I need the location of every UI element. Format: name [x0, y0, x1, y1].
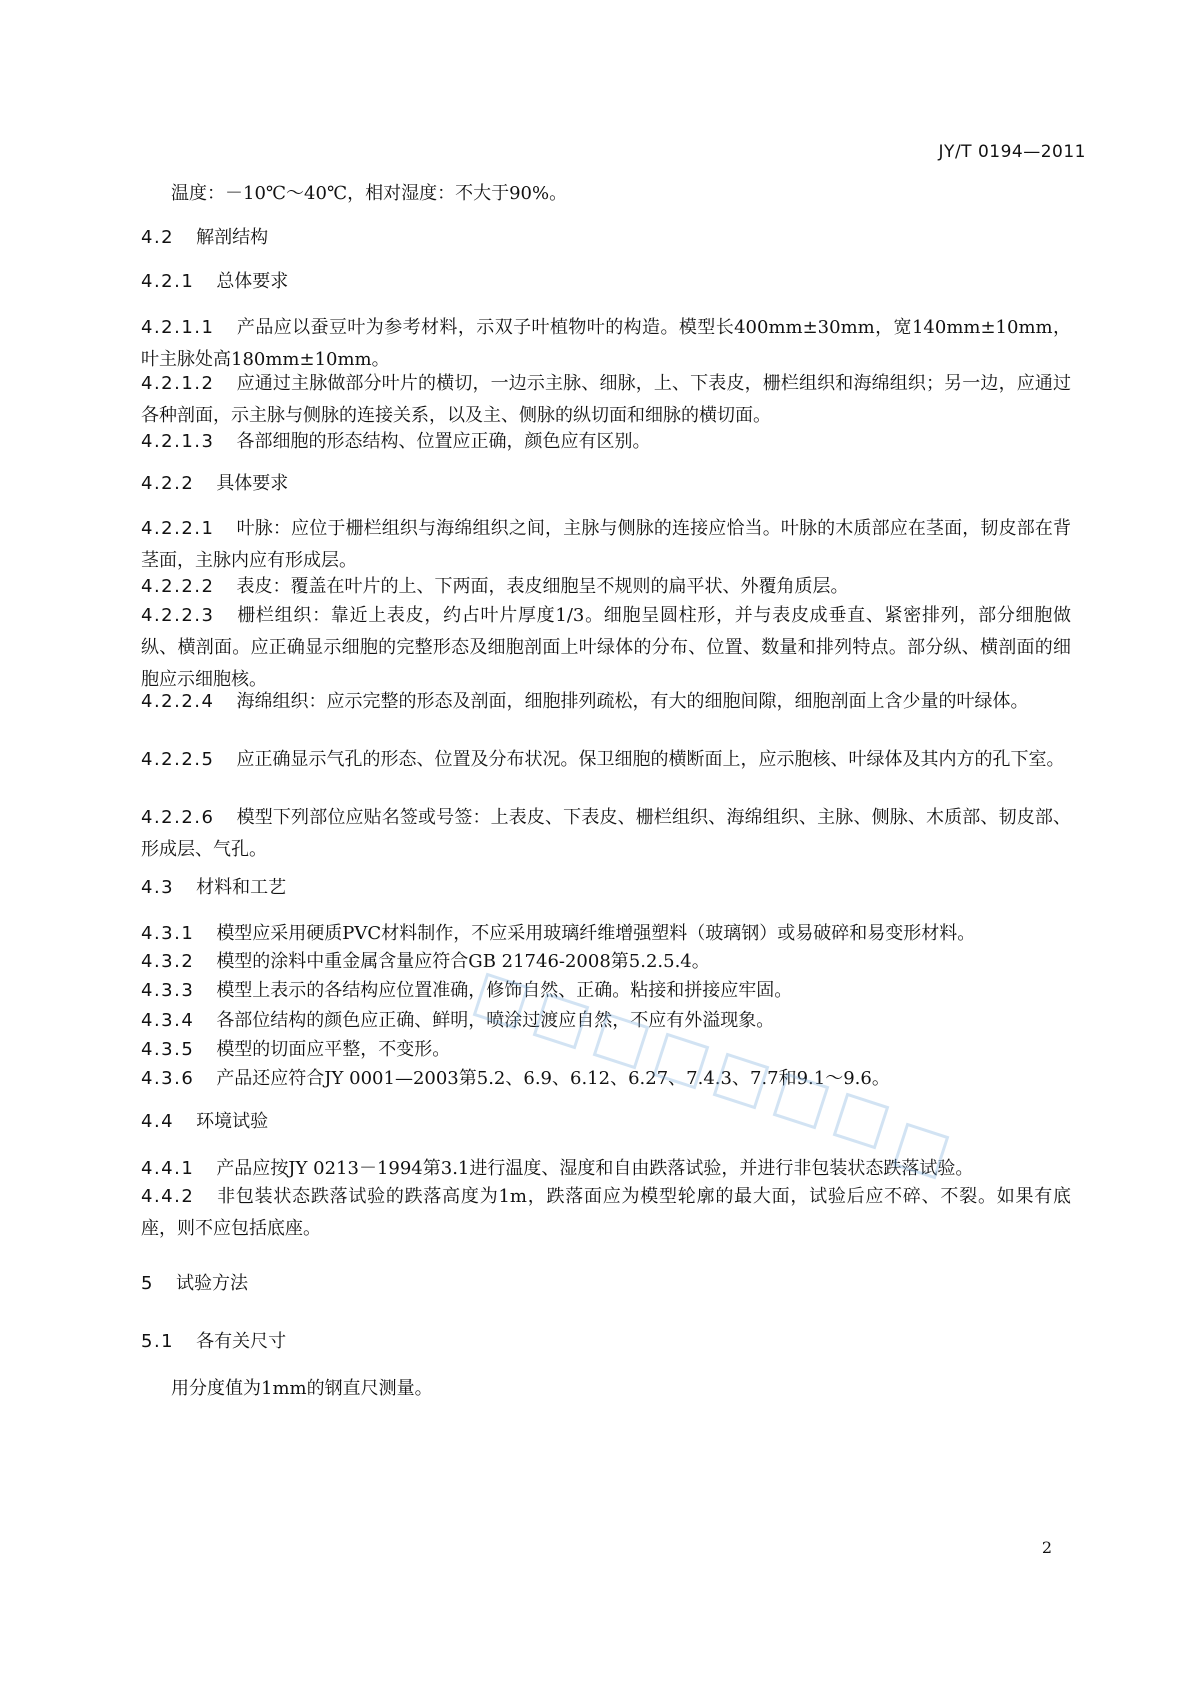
clause-number: 4.3.6 [141, 1068, 195, 1089]
clause-number: 4.3.3 [141, 980, 195, 1001]
heading-title: 各有关尺寸 [196, 1331, 287, 1352]
clause-number: 4.3.5 [141, 1039, 195, 1060]
clause-4-3-4 [141, 1009, 774, 1033]
clause-text: 模型下列部位应贴名签或号签：上表皮、下表皮、栅栏组织、海绵组织、主脉、侧脉、木质部、韧皮部、形成层、气孔。 [141, 807, 1071, 860]
heading-title: 具体要求 [216, 473, 289, 494]
clause-4-2-2-6 [141, 802, 1071, 866]
clause-number: 4.4.1 [141, 1158, 195, 1179]
heading-title: 试验方法 [175, 1273, 248, 1294]
heading-title: 总体要求 [216, 271, 289, 292]
page-number: 2 [1041, 1538, 1052, 1557]
heading-5-1 [141, 1330, 286, 1354]
clause-4-2-1-2 [141, 368, 1071, 432]
heading-title: 解剖结构 [196, 227, 269, 248]
conditions-text: 温度：－10℃～40℃，相对湿度：不大于90%。 [171, 183, 568, 204]
clause-4-2-2-2 [141, 571, 1071, 603]
clause-text: 海绵组织：应示完整的形态及剖面，细胞排列疏松，有大的细胞间隙，细胞剖面上含少量的叶绿体。 [236, 691, 1029, 712]
clause-number: 4.4.2 [141, 1186, 195, 1207]
clause-number: 4.2.2.6 [141, 807, 215, 828]
clause-text: 叶脉：应位于栅栏组织与海绵组织之间，主脉与侧脉的连接应恰当。叶脉的木质部应在茎面，韧皮部在背茎面，主脉内应有形成层。 [141, 518, 1071, 571]
clause-text: 模型上表示的各结构应位置准确，修饰自然、正确。粘接和拼接应牢固。 [216, 980, 793, 1001]
clause-text: 非包装状态跌落试验的跌落高度为1m，跌落面应为模型轮廓的最大面，试验后应不碎、不裂。如果有底座，则不应包括底座。 [141, 1186, 1071, 1239]
clause-text: 应通过主脉做部分叶片的横切，一边示主脉、细脉，上、下表皮，栅栏组织和海绵组织；另一边，应通过各种剖面，示主脉与侧脉的连接关系，以及主、侧脉的纵切面和细脉的横切面。 [141, 373, 1071, 426]
clause-number: 4.2.2.5 [141, 749, 215, 770]
heading-number: 4.2.2 [141, 473, 195, 494]
clause-4-2-2-4 [141, 686, 1071, 718]
measurement-text: 用分度值为1mm的钢直尺测量。 [171, 1378, 433, 1399]
clause-text: 模型的涂料中重金属含量应符合GB 21746-2008第5.2.5.4。 [216, 951, 710, 972]
clause-4-3-3 [141, 979, 792, 1003]
heading-number: 5.1 [141, 1331, 175, 1352]
clause-text: 各部位结构的颜色应正确、鲜明，喷涂过渡应自然，不应有外溢现象。 [216, 1010, 775, 1031]
clause-number: 4.3.2 [141, 951, 195, 972]
heading-title: 材料和工艺 [196, 877, 287, 898]
clause-text: 栅栏组织：靠近上表皮，约占叶片厚度1/3。细胞呈圆柱形，并与表皮成垂直、紧密排列，部分细胞做纵、横剖面。应正确显示细胞的完整形态及细胞剖面上叶绿体的分布、位置、数量和排列特点。部分纵、横剖面的细胞应示细胞核。 [141, 605, 1071, 690]
clause-number: 4.2.2.2 [141, 576, 215, 597]
clause-number: 4.2.2.3 [141, 605, 215, 626]
clause-4-2-2-3 [141, 600, 1071, 696]
clause-text: 产品应按JY 0213－1994第3.1进行温度、湿度和自由跌落试验，并进行非包装状态跌落试验。 [216, 1158, 974, 1179]
clause-4-2-1-3 [141, 426, 1071, 458]
heading-number: 4.2 [141, 227, 175, 248]
clause-4-4-1 [141, 1157, 973, 1181]
clause-number: 4.2.1.2 [141, 373, 215, 394]
heading-number: 5 [141, 1273, 154, 1294]
clause-4-4-2 [141, 1181, 1071, 1245]
clause-number: 4.3.1 [141, 923, 195, 944]
clause-text: 各部细胞的形态结构、位置应正确，颜色应有区别。 [236, 431, 651, 452]
heading-4-2 [141, 226, 268, 250]
clause-4-2-2-1 [141, 513, 1071, 577]
clause-text: 应正确显示气孔的形态、位置及分布状况。保卫细胞的横断面上，应示胞核、叶绿体及其内方的孔下室。 [236, 749, 1065, 770]
clause-4-3-6 [141, 1067, 890, 1091]
clause-4-2-2-5 [141, 744, 1071, 776]
clause-number: 4.2.1.3 [141, 431, 215, 452]
heading-4-2-1 [141, 270, 288, 294]
clause-number: 4.3.4 [141, 1010, 195, 1031]
standard-code: JY/T 0194—2011 [938, 142, 1086, 162]
clause-number: 4.2.2.1 [141, 518, 215, 539]
clause-text: 模型应采用硬质PVC材料制作，不应采用玻璃纤维增强塑料（玻璃钢）或易破碎和易变形材料。 [216, 923, 976, 944]
heading-title: 环境试验 [196, 1111, 269, 1132]
heading-4-4 [141, 1110, 268, 1134]
clause-4-3-5 [141, 1038, 450, 1062]
heading-4-2-2 [141, 472, 288, 496]
heading-4-3 [141, 876, 286, 900]
clause-text: 产品还应符合JY 0001—2003第5.2、6.9、6.12、6.27、7.4.3、7.7和9.1～9.6。 [216, 1068, 890, 1089]
clause-4-3-2 [141, 950, 710, 974]
clause-number: 4.2.2.4 [141, 691, 215, 712]
heading-number: 4.2.1 [141, 271, 195, 292]
clause-text: 产品应以蚕豆叶为参考材料，示双子叶植物叶的构造。模型长400mm±30mm，宽140mm±10mm，叶主脉处高180mm±10mm。 [141, 317, 1071, 370]
heading-number: 4.3 [141, 877, 175, 898]
heading-5 [141, 1272, 248, 1296]
heading-number: 4.4 [141, 1111, 175, 1132]
clause-4-2-1-1 [141, 312, 1071, 376]
clause-number: 4.2.1.1 [141, 317, 215, 338]
clause-text: 模型的切面应平整，不变形。 [216, 1039, 451, 1060]
clause-text: 表皮：覆盖在叶片的上、下两面，表皮细胞呈不规则的扁平状、外覆角质层。 [236, 576, 849, 597]
clause-4-3-1 [141, 922, 975, 946]
